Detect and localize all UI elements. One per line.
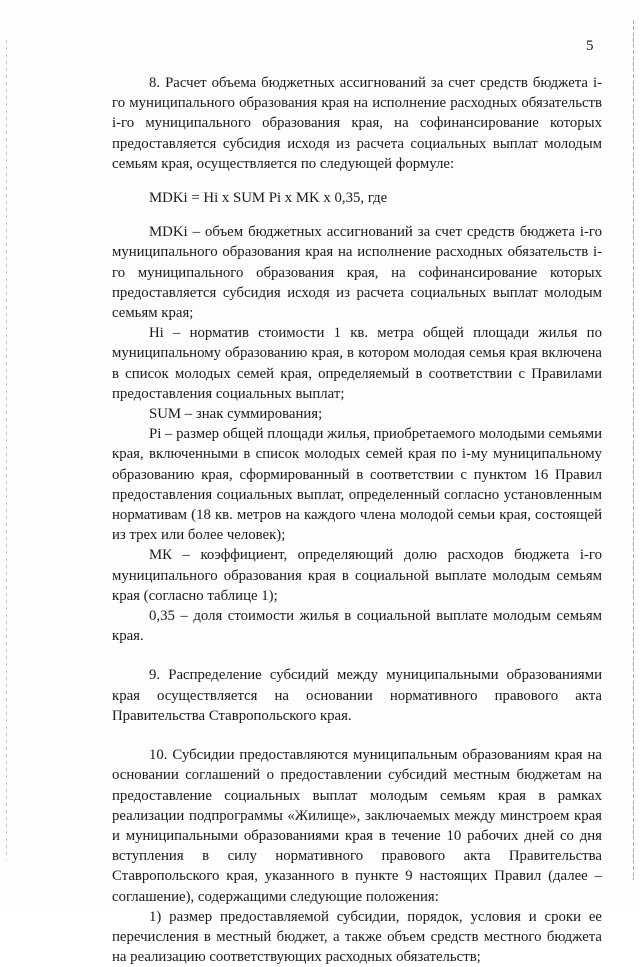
definition-035: 0,35 – доля стоимости жилья в социальной выплате молодым семьям края. <box>112 608 602 645</box>
paragraph-9: 9. Распределение субсидий между муниципальными образованиями края осуществляется на основании нормативного правового акта Правительства Ставропольского края. <box>112 667 602 724</box>
scan-edge-right <box>633 20 634 880</box>
definition-sum: SUM – знак суммирования; <box>149 406 323 423</box>
definition-mk: МК – коэффициент, определяющий долю расходов бюджета i-го муниципального образования края в социальной выплате молодым семьям края (согласно таблице 1); <box>112 547 602 604</box>
list-item-1: 1) размер предоставляемой субсидии, порядок, условия и сроки ее перечисления в местный бюджет, а также объем средств местного бюджета на реализацию соответствующих расходных обязательств; <box>112 908 602 966</box>
paragraph-10: 10. Субсидии предоставляются муниципальным образованиям края на основании соглашений о предоставлении субсидий местным бюджетам на предоставление социальных выплат молодым семьям края в рамках реализации подпрограммы «Жилище», заключаемых между минстроем края и муниципальными образованиями края в течение 10 рабочих дней со дня вступления в силу нормативного правового акта Правительства Ставропольского края, указанного в пункте 9 настоящих Правил (далее – соглашение), содержащими следующие положения: <box>112 747 602 905</box>
definition-p: Pi – размер общей площади жилья, приобретаемого молодыми семьями края, включенными в список молодых семей края по i-му муниципальному образованию края, сформированный в соответствии с пунктом 16 Правил предоставления социальных выплат, определенный согласно установленным нормативам (18 кв. метров на каждого члена молодой семьи края, состоящей из трех или более человек); <box>112 426 602 544</box>
definition-h: Hi – норматив стоимости 1 кв. метра общей площади жилья по муниципальному образованию края, в котором молодая семья края включена в список молодых семей края, определяемый в соответствии с Правилами предоставления социальных выплат; <box>112 325 602 402</box>
formula: MDKi = Hi x SUM Pi x MK x 0,35, где <box>149 190 388 207</box>
definition-mdk: MDKi – объем бюджетных ассигнований за счет средств бюджета i-го муниципального образования края на исполнение расходных обязательств i-го муниципального образования края, на софинансирование которых предоставляется субсидия исходя из расчета социальных выплат молодым семьям края; <box>112 224 602 322</box>
document-body <box>112 73 602 967</box>
scan-edge-left <box>6 40 7 860</box>
page-number: 5 <box>586 38 594 54</box>
paragraph-8: 8. Расчет объема бюджетных ассигнований за счет средств бюджета i-го муниципального образования края на исполнение расходных обязательств i-го муниципального образования края, на софинансирование которых предоставляется субсидия исходя из расчета социальных выплат молодым семьям края, осуществляется по следующей формуле: <box>112 75 602 172</box>
